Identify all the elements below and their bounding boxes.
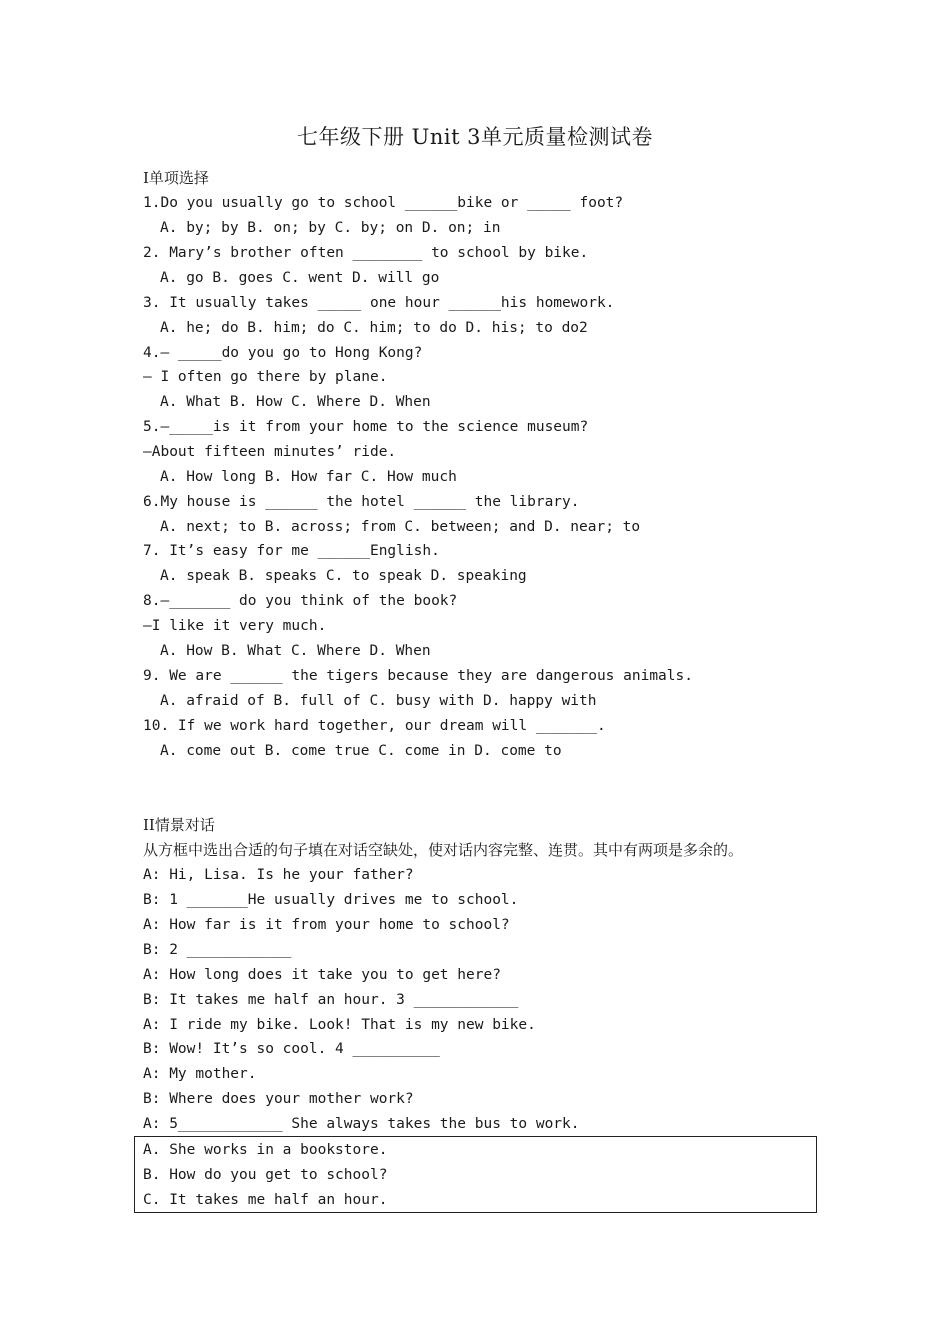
page-title: 七年级下册 Unit 3单元质量检测试卷 [296, 125, 654, 149]
dialogue-line: B: It takes me half an hour. 3 ____________ [143, 992, 519, 1008]
question-8: 8.—_______ do you think of the book? [143, 593, 458, 609]
question-6-options: A. next; to B. across; from C. between; and D. near; to [160, 519, 641, 535]
question-5-answer: —About fifteen minutes’ ride. [143, 444, 397, 460]
dialogue-line: A: My mother. [143, 1066, 257, 1082]
question-3-options: A. he; do B. him; do C. him; to do D. his; to do2 [160, 320, 588, 336]
question-3: 3. It usually takes _____ one hour ______his homework. [143, 295, 615, 311]
question-2-options: A. go B. goes C. went D. will go [160, 270, 440, 286]
section-1-heading: I单项选择 [143, 169, 209, 187]
question-4: 4.— _____do you go to Hong Kong? [143, 345, 423, 361]
question-5-options: A. How long B. How far C. How much [160, 469, 457, 485]
question-8-options: A. How B. What C. Where D. When [160, 643, 431, 659]
dialogue-line: B: 2 ____________ [143, 942, 292, 958]
dialogue-line: A: 5____________ She always takes the bus to work. [143, 1116, 580, 1132]
question-5: 5.—_____is it from your home to the science museum? [143, 419, 589, 435]
question-1-options: A. by; by B. on; by C. by; on D. on; in [160, 220, 501, 236]
section-2-instruction: 从方框中选出合适的句子填在对话空缺处，使对话内容完整、连贯。其中有两项是多余的。 [143, 841, 744, 859]
section-2-heading: II情景对话 [143, 816, 215, 834]
question-6: 6.My house is ______ the hotel ______ the library. [143, 494, 580, 510]
question-4-answer: — I often go there by plane. [143, 369, 388, 385]
question-7: 7. It’s easy for me ______English. [143, 543, 440, 559]
option-a: A. She works in a bookstore. [143, 1142, 388, 1158]
question-10: 10. If we work hard together, our dream will _______. [143, 718, 606, 734]
dialogue-line: B: Where does your mother work? [143, 1091, 414, 1107]
question-9: 9. We are ______ the tigers because they are dangerous animals. [143, 668, 693, 684]
options-box [134, 1136, 817, 1213]
dialogue-line: B: 1 _______He usually drives me to school. [143, 892, 519, 908]
question-2: 2. Mary’s brother often ________ to school by bike. [143, 245, 589, 261]
question-1: 1.Do you usually go to school ______bike or _____ foot? [143, 195, 624, 211]
dialogue-line: A: How long does it take you to get here? [143, 967, 501, 983]
question-8-answer: —I like it very much. [143, 618, 327, 634]
dialogue-line: A: Hi, Lisa. Is he your father? [143, 867, 414, 883]
dialogue-line: A: How far is it from your home to school? [143, 917, 510, 933]
dialogue-line: B: Wow! It’s so cool. 4 __________ [143, 1041, 440, 1057]
question-10-options: A. come out B. come true C. come in D. come to [160, 743, 562, 759]
dialogue-line: A: I ride my bike. Look! That is my new bike. [143, 1017, 536, 1033]
question-9-options: A. afraid of B. full of C. busy with D. happy with [160, 693, 597, 709]
option-c: C. It takes me half an hour. [143, 1192, 388, 1208]
option-b: B. How do you get to school? [143, 1167, 388, 1183]
question-7-options: A. speak B. speaks C. to speak D. speaking [160, 568, 527, 584]
question-4-options: A. What B. How C. Where D. When [160, 394, 431, 410]
